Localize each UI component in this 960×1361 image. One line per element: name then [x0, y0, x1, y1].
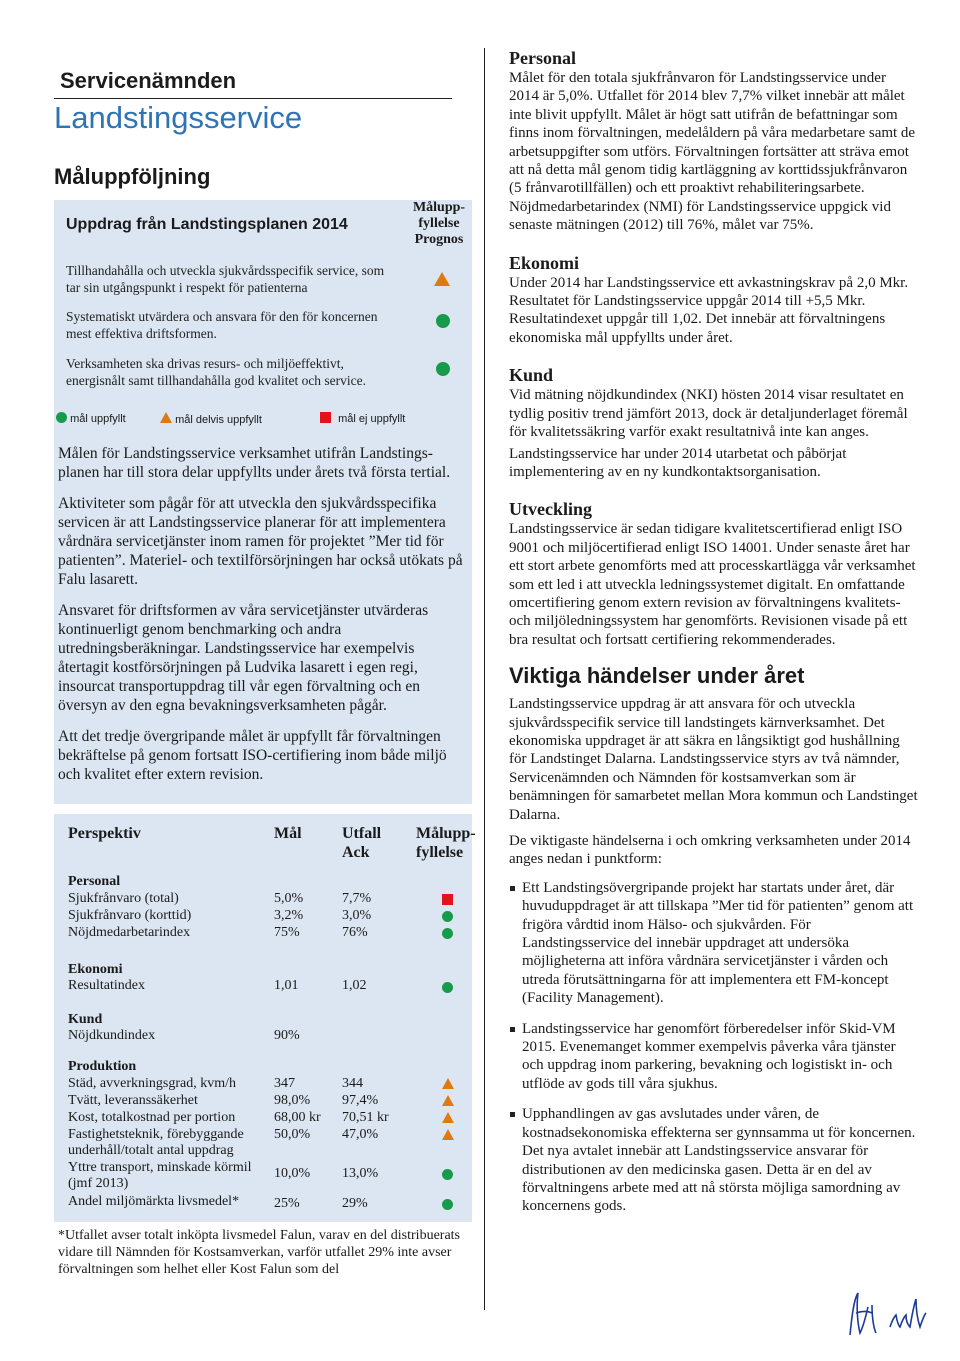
kund-text-1: Vid mätning nöjdkundindex (NKI) hösten 2014 visar resultatet en tydlig positiv trend jämfört 2013, dock är detaljunderlaget föremål för kvalitetssäkring varför exakt resultatnivå inte kan anges.: [509, 387, 908, 441]
list-item: Upphandlingen av gas avslutades under våren, de kostnadsekonomiska effekterna ser gynnsamma ut för koncernen. Det nya avtalet innebär att Landstingsservice ansvarar för distributionen av den medicinska gasen. Detta är en del av förvaltningens arbete med att nå största möjliga samordning av koncernens gods.: [509, 1105, 919, 1215]
red-square-icon: [320, 412, 331, 423]
goal-3: Verksamheten ska drivas resurs- och miljöeffektivt, energisnålt samt tillhandahålla god kvalitet och service.: [66, 356, 367, 388]
title-rule: [54, 98, 452, 99]
page-subtitle: Måluppföljning: [54, 164, 211, 189]
prognos-label: Målupp- fyllelse Prognos: [412, 200, 466, 247]
paragraph-1: Målen för Landstingsservice verksamhet utifrån Landstings-planen har till stora delar uppfyllts under årets två första tertial.: [58, 445, 451, 481]
ekonomi-section: [509, 253, 919, 348]
viktiga-section: [509, 663, 919, 1216]
uppdrag-header: [54, 200, 472, 404]
legend-not-met: mål ej uppfyllt: [320, 412, 405, 425]
utveckling-section: [509, 499, 919, 649]
group-produktion: Produktion: [68, 1059, 137, 1074]
paragraph-2: Aktiviteter som pågår för att utveckla den sjukvårdsspecifika servicen är att Landstingsservice planerar för att implementera vårdnära servicetjänster inom ramen för projektet ”Mer tid för patienten”. Materiel- och textilförsörjningen har också utökats på Falu lasarett.: [58, 495, 463, 588]
orange-triangle-icon: [442, 1112, 454, 1123]
legend-partial: mål delvis uppfyllt: [160, 412, 262, 426]
viktiga-p2: De viktigaste händelserna i och omkring verksamheten under 2014 anges nedan i punktform:: [509, 833, 911, 868]
personal-section: [509, 48, 919, 235]
kund-text-2: Landstingsservice har under 2014 utarbetat och påbörjat implementering av en ny kundkontaktsorganisation.: [509, 445, 847, 480]
orange-triangle-icon: [442, 1095, 454, 1106]
viktiga-heading: Viktiga händelser under året: [509, 663, 805, 689]
green-dot-icon: [442, 982, 453, 993]
goal-3-dot-icon: [436, 362, 450, 376]
green-dot-icon: [442, 928, 453, 939]
goal-1-triangle-icon: [434, 272, 450, 286]
uppdrag-heading: Uppdrag från Landstingsplanen 2014: [66, 216, 348, 233]
list-item: Landstingsservice har genomfört förberedelser inför Skid-VM 2015. Evenemanget kommer exempelvis påverka våra tjänster och uppdrag inom parkering, bevakning och logistiskt in- och utflöde av gods till våra sjukhus.: [509, 1020, 919, 1094]
section-title: Servicenämnden: [60, 68, 237, 93]
list-item: Ett Landstingsövergripande projekt har startats under året, där huvuduppdraget är att tillskapa ”Mer tid för patienten” genom att frigöra vårdtid inom Hälso- och sjukvården. För Landstingsservice del innebär uppdraget att undersöka möjligheterna att införa vårdnära servicetjänster i vården och utreda förutsättningarna för att implementera ett FM-koncept (Facility Management).: [509, 879, 919, 1008]
green-dot-icon: [442, 911, 453, 922]
kund-section: [509, 365, 919, 481]
orange-triangle-icon: [442, 1129, 454, 1140]
goal-2-dot-icon: [436, 314, 450, 328]
page-title: Landstingsservice: [54, 100, 303, 135]
th-perspektiv: Perspektiv: [68, 825, 141, 842]
group-ekonomi: Ekonomi: [68, 962, 123, 977]
utveckling-text: Landstingsservice är sedan tidigare kvalitetscertifierad enligt ISO 9001 och miljöcertifierad enligt ISO 14001. Under senaste året har ett stort arbete genomförts med att processkartlägga vår verksamhet som ett led i att utveckla ledningssystemet digitalt. En omfattande omcertifiering genom extern revision av förvaltningens kvalitets- och miljöledningssystem har genomförts. Revisionen visade på ett bra resultat och fortsatt certifiering rekommenderades.: [509, 521, 916, 648]
legend-met: mål uppfyllt: [56, 412, 126, 425]
paragraph-4: Att det tredje övergripande målet är uppfyllt får förvaltningen bekräftelse på genom fortsatt ISO-certifiering inom både miljö och kvalitet efter extern revision.: [58, 728, 447, 783]
paragraph-3: Ansvaret för driftsformen av våra servicetjänster utvärderas kontinuerligt genom benchmarking och andra utredningsberäkningar. Landstingsservice har exempelvis återtagit kostförsörjningen på Ludvika lasarett i egen regi, insourcat transportuppdrag till vår egen förvaltning och en översyn av den egna bevakningsverksamheten pågår.: [58, 602, 429, 714]
table-footnote: *Utfallet avser totalt inköpta livsmedel Falun, varav en del distribuerats vidare till Nämnden för Kostsamverkan, varför utfallet 29% inte avser förvaltningen som helhet eller Kost Falun som del: [58, 1228, 461, 1277]
th-mal: Mål: [274, 825, 302, 842]
left-paragraphs: [54, 434, 472, 804]
th-maluppfyllelse: Målupp- fyllelse: [416, 825, 476, 861]
uppdrag-box: [54, 200, 472, 804]
group-kund: Kund: [68, 1012, 103, 1027]
goal-2: Systematiskt utvärdera och ansvara för den för koncernen mest effektiva driftsformen.: [66, 309, 378, 341]
red-square-icon: [442, 894, 453, 905]
left-column: [54, 60, 472, 804]
th-utfall: Utfall Ack: [342, 825, 382, 861]
goal-1: Tillhandahålla och utveckla sjukvårdsspecifik service, som tar sin utgångspunkt i respekt för patienterna: [66, 263, 385, 295]
orange-triangle-icon: [442, 1078, 454, 1089]
group-personal: Personal: [68, 874, 121, 889]
ekonomi-heading: Ekonomi: [509, 252, 580, 273]
personal-text: Målet för den totala sjukfrånvaron för Landstingsservice under 2014 är 5,0%. Utfallet för 2014 blev 7,7% vilket innebär att målet inte blivit uppfyllt. Målet är högt satt utifrån de befattningar som finns inom förvaltningen, medelåldern på våra medarbetare samt de arbetsuppgifter som utförs. Förvaltningen fortsätter att sträva emot att nå detta mål genom tidig kartläggning av korttidssjukfrånvaron (5 frånvarotillfällen) och ett proaktivt rehabiliteringsarbete. Nöjdmedarbetarindex (NMI) för Landstingsservice uppgick vid senaste mätningen (2012) till 76%, målet var 75%.: [509, 70, 916, 234]
green-dot-icon: [56, 412, 67, 423]
viktiga-p1: Landstingsservice uppdrag är att ansvara för och utveckla sjukvårdsspecifik service till landstingets kärnverksamhet. Det ekonomiska uppdraget är att säkra en långsiktigt god hushållning för Landstinget Dalarna. Landstingsservice styrs av två nämnder, Servicenämnden och Nämnden för kostsamverkan som är benämningen för samarbetet mellan Mora kommun och Landstinget Dalarna.: [509, 696, 918, 823]
green-dot-icon: [442, 1169, 453, 1180]
legend: [54, 404, 472, 434]
column-divider: [484, 48, 485, 1310]
right-column: [509, 48, 919, 1228]
utveckling-heading: Utveckling: [509, 499, 592, 520]
green-dot-icon: [442, 1199, 453, 1210]
personal-heading: Personal: [509, 48, 576, 68]
orange-triangle-icon: [160, 412, 172, 423]
signature: [842, 1285, 932, 1345]
viktiga-list: [509, 879, 919, 1216]
goal-table: Perspektiv Mål Utfall Ack Målupp- fyllelse Personal Sjukfrånvaro (total) 5,0% 7,7% Sjukfrånvaro (korttid) 3,2% 3,0% Nöjdmedarbetarindex 75% 76% Ekonomi Resultatindex 1,01 1,02 Kund Nöjdkundindex 90% Produktion Städ, avverkningsgrad, kvm/h 347 344 Tvätt, leveranssäkerhet 98,0% 97,4% Kost, totalkostnad per portion 68,00 kr 70,51 kr Fastighetsteknik, förebyggande underhåll/totalt antal uppdrag 50,0% 47,0% Yttre transport, minskade körmil (jmf 2013) 10,0% 13,0% Andel miljömärkta livsmedel* 25% 29%: [54, 814, 472, 1222]
kund-heading: Kund: [509, 365, 554, 386]
ekonomi-text: Under 2014 har Landstingsservice ett avkastningskrav på 2,0 Mkr. Resultatet för Landstingsservice uppgår 2014 till +5,5 Mkr. Resultatindexet uppgår till 1,02. Det innebär att förvaltningens ekonomiska mål uppfyllts under året.: [509, 274, 909, 346]
